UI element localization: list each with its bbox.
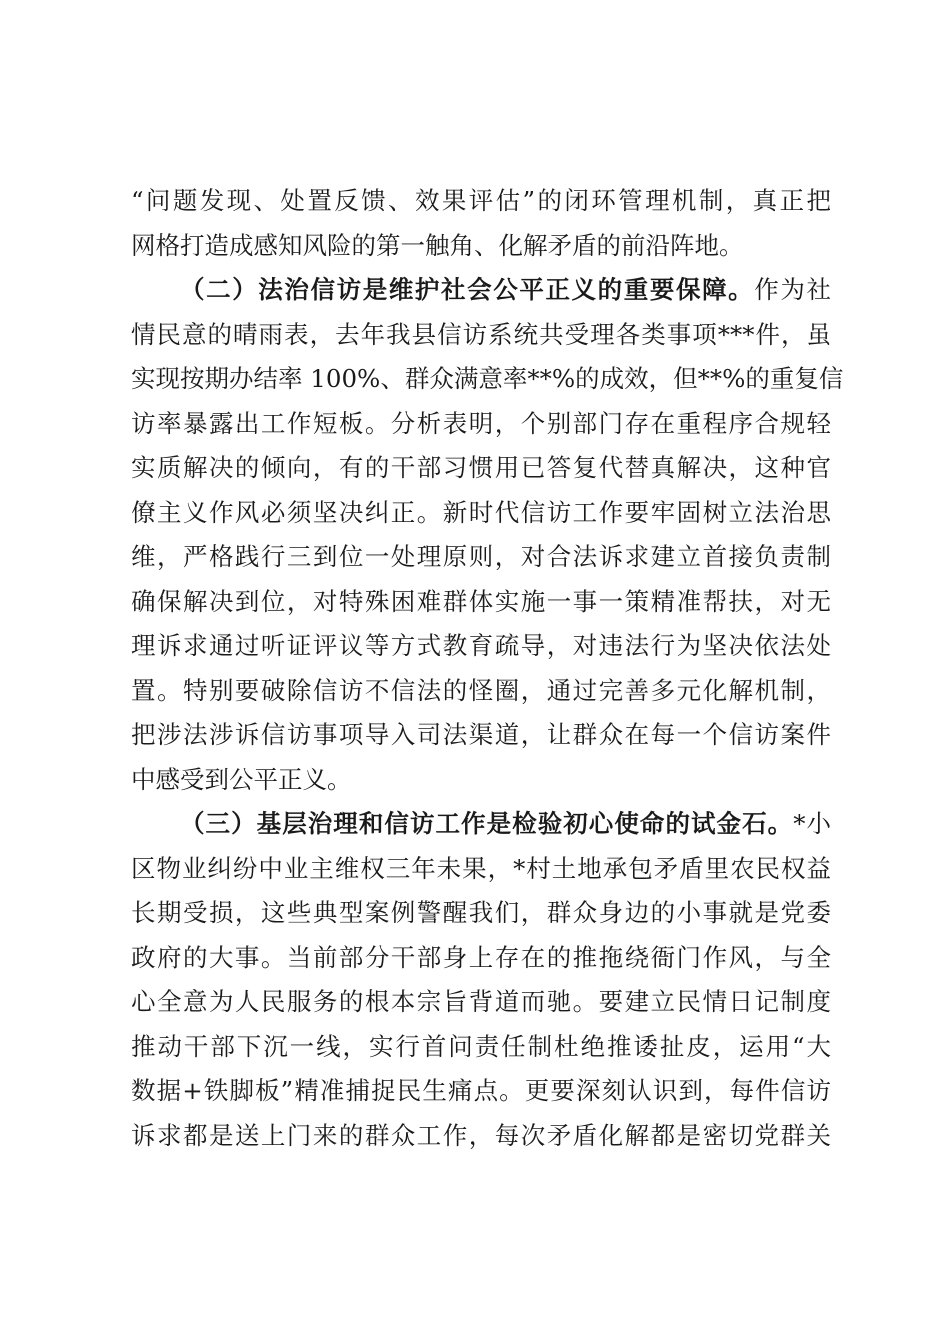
section2-line: 确保解决到位，对特殊困难群体实施一事一策精准帮扶，对无 (131, 586, 831, 616)
document-body (131, 179, 844, 1158)
section2-line: 实质解决的倾向，有的干部习惯用已答复代替真解决，这种官 (131, 453, 831, 482)
section3-heading: （三）基层治理和信访工作是检验初心使命的试金石。 (180, 809, 794, 838)
section2-heading: （二）法治信访是维护社会公平正义的重要保障。 (180, 275, 755, 304)
section2-first-line-rest: 作为社 (754, 275, 832, 304)
section2-line: 情民意的晴雨表，去年我县信访系统共受理各类事项***件，虽 (131, 319, 831, 349)
intro-line-1: “问题发现、处置反馈、效果评估”的闭环管理机制，真正把 (131, 186, 831, 215)
section3-line: 心全意为人民服务的根本宗旨背道而驰。要建立民情日记制度 (131, 987, 831, 1016)
section2-line: 维，严格践行三到位一处理原则，对合法诉求建立首接负责制 (131, 542, 831, 571)
section3-line: 推动干部下沉一线，实行首问责任制杜绝推诿扯皮，运用“大 (131, 1031, 831, 1061)
section3-first-line-rest: *小 (793, 809, 832, 838)
section3-line: 诉求都是送上门来的群众工作，每次矛盾化解都是密切党群关 (131, 1120, 831, 1150)
section2-line: 置。特别要破除信访不信法的怪圈，通过完善多元化解机制， (131, 675, 831, 705)
section2-line-last: 中感受到公平正义。 (131, 764, 352, 794)
section2-line: 访率暴露出工作短板。分析表明，个别部门存在重程序合规轻 (131, 408, 831, 438)
section3-line: 区物业纠纷中业主维权三年未果，*村土地承包矛盾里农民权益 (131, 853, 831, 883)
section3-first-line (131, 802, 831, 847)
section2-line: 僚主义作风必须坚决纠正。新时代信访工作要牢固树立法治思 (131, 497, 831, 527)
section3-line: 长期受损，这些典型案例警醒我们，群众身边的小事就是党委 (131, 898, 831, 927)
section3-line: 数据+铁脚板”精准捕捉民生痛点。更要深刻认识到，每件信访 (131, 1076, 831, 1105)
section2-line: 把涉法涉诉信访事项导入司法渠道，让群众在每一个信访案件 (131, 720, 831, 749)
section2-line: 理诉求通过听证评议等方式教育疏导，对违法行为坚决依法处 (131, 631, 831, 660)
section2-first-line (131, 268, 831, 313)
intro-line-2: 网格打造成感知风险的第一触角、化解矛盾的前沿阵地。 (131, 230, 744, 260)
section3-line: 政府的大事。当前部分干部身上存在的推拖绕衙门作风，与全 (131, 942, 831, 972)
section2-line: 实现按期办结率 100%、群众满意率**%的成效，但**%的重复信 (131, 364, 844, 393)
